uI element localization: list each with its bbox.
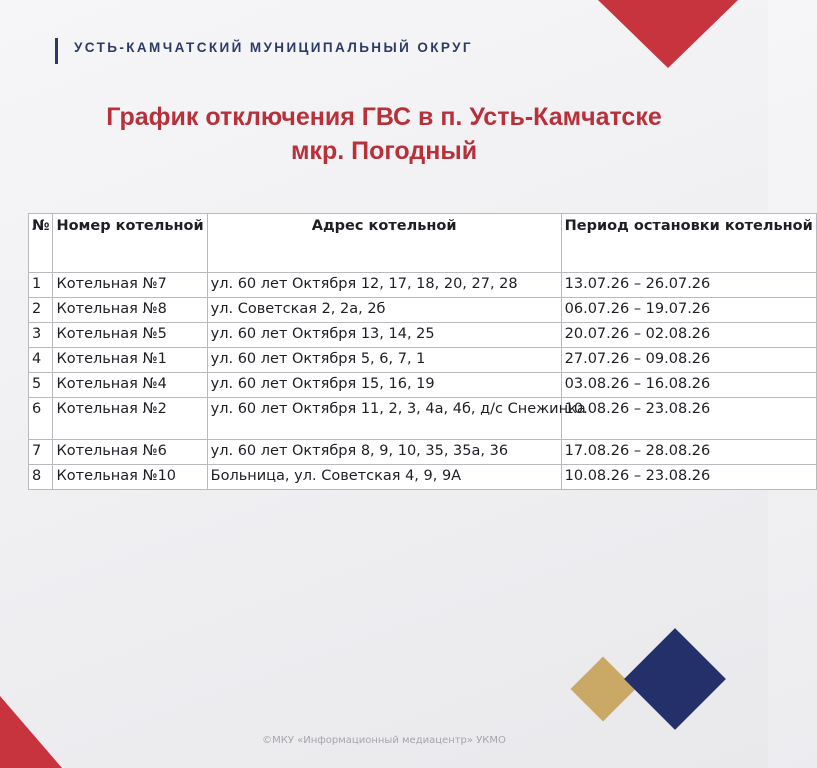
cell-address: ул. 60 лет Октября 5, 6, 7, 1 [207,348,561,373]
table-row [29,398,817,440]
cell-boiler: Котельная №1 [53,348,207,373]
cell-num: 4 [29,348,53,373]
cell-address: ул. 60 лет Октября 15, 16, 19 [207,373,561,398]
title-line-2: мкр. Погодный [290,137,478,165]
cell-address: ул. 60 лет Октября 8, 9, 10, 35, 35а, 36 [207,440,561,465]
cell-period: 27.07.26 – 09.08.26 [561,348,816,373]
cell-address: Больница, ул. Советская 4, 9, 9А [207,465,561,490]
corner-triangle-decoration [598,0,738,68]
cell-num: 2 [29,298,53,323]
cell-period: 03.08.26 – 16.08.26 [561,373,816,398]
gold-diamond-decoration [570,656,635,721]
cell-period: 17.08.26 – 28.08.26 [561,440,816,465]
cell-period: 10.08.26 – 23.08.26 [561,465,816,490]
table-row [29,373,817,398]
cell-num: 5 [29,373,53,398]
cell-num: 8 [29,465,53,490]
cell-period: 10.08.26 – 23.08.26 [561,398,816,440]
cell-num: 6 [29,398,53,440]
cell-boiler: Котельная №5 [53,323,207,348]
cell-period: 20.07.26 – 02.08.26 [561,323,816,348]
cell-period: 06.07.26 – 19.07.26 [561,298,816,323]
table-row [29,465,817,490]
cell-address: ул. 60 лет Октября 13, 14, 25 [207,323,561,348]
corner-triangle-decoration [0,696,62,768]
cell-boiler: Котельная №6 [53,440,207,465]
cell-boiler: Котельная №7 [53,273,207,298]
cell-address: ул. 60 лет Октября 12, 17, 18, 20, 27, 28 [207,273,561,298]
header-period: Период остановки котельной [561,214,816,273]
schedule-table [28,213,817,490]
cell-boiler: Котельная №4 [53,373,207,398]
header-accent-bar [55,38,58,64]
page-title [0,100,768,168]
header-address: Адрес котельной [207,214,561,273]
cell-boiler: Котельная №10 [53,465,207,490]
footer-credit: ©МКУ «Информационный медиацентр» УКМО [262,735,506,746]
org-name: УСТЬ-КАМЧАТСКИЙ МУНИЦИПАЛЬНЫЙ ОКРУГ [74,40,473,55]
navy-diamond-decoration [624,628,726,730]
table-row [29,298,817,323]
cell-num: 3 [29,323,53,348]
cell-address: ул. 60 лет Октября 11, 2, 3, 4а, 4б, д/с Снежинка [207,398,561,440]
cell-num: 7 [29,440,53,465]
table-row [29,440,817,465]
table-row [29,323,817,348]
cell-boiler: Котельная №8 [53,298,207,323]
header-num: № [29,214,53,273]
cell-boiler: Котельная №2 [53,398,207,440]
cell-period: 13.07.26 – 26.07.26 [561,273,816,298]
cell-num: 1 [29,273,53,298]
title-line-1: График отключения ГВС в п. Усть-Камчатске [106,103,662,131]
table-row [29,348,817,373]
table-header-row [29,214,817,273]
table-row [29,273,817,298]
cell-address: ул. Советская 2, 2а, 2б [207,298,561,323]
header-boiler: Номер котельной [53,214,207,273]
